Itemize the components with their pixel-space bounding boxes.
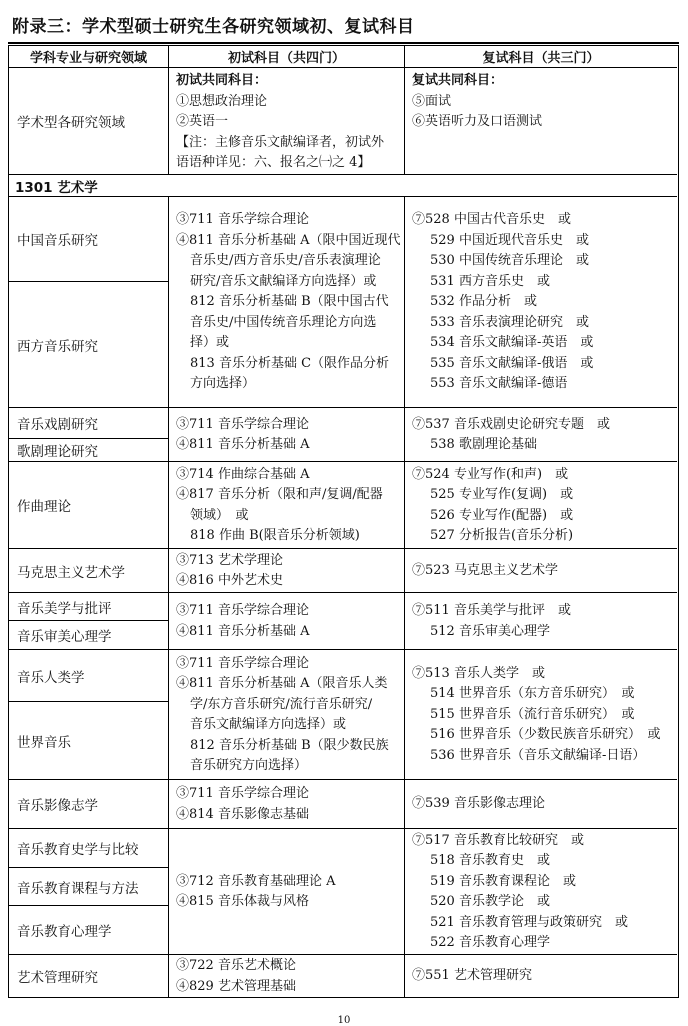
- initial-line: ④811 音乐分析基础 A（限中国近现代: [176, 232, 401, 248]
- title-rule: [8, 42, 679, 44]
- field-world-music: 世界音乐: [9, 701, 168, 779]
- initial-line: 研究/音乐文献编译方向选择）或: [190, 273, 377, 289]
- retest-line: 520 音乐教学论 或: [430, 894, 550, 909]
- retest-line: 514 世界音乐（东方音乐研究） 或: [430, 686, 635, 702]
- common-initial-heading: 初试共同科目：: [176, 73, 268, 88]
- initial-line: 音乐研究方向选择）: [190, 758, 308, 773]
- r5-retest: [404, 592, 677, 649]
- initial-line: ③711 音乐学综合理论: [176, 416, 309, 432]
- retest-line: 531 西方音乐史 或: [430, 273, 550, 289]
- initial-line: ③712 音乐教育基础理论 A: [176, 873, 336, 889]
- retest-line: 515 世界音乐（流行音乐研究） 或: [430, 706, 635, 722]
- field-composition-theory: 作曲理论: [9, 461, 168, 548]
- initial-line: 818 作曲 B(限音乐分析领域): [190, 528, 360, 543]
- initial-line: ④811 音乐分析基础 A: [176, 623, 310, 639]
- retest-line: 529 中国近现代音乐史 或: [430, 232, 589, 248]
- initial-line: 择）或: [190, 335, 230, 351]
- initial-line: ③711 音乐学综合理论: [176, 786, 309, 801]
- retest-line: ⑦528 中国古代音乐史 或: [412, 212, 571, 228]
- retest-line: ⑦537 音乐戏剧史论研究专题 或: [412, 416, 610, 432]
- field-western-music: 西方音乐研究: [9, 281, 168, 407]
- r7-retest: [404, 779, 677, 828]
- retest-line: 526 专业写作(配器) 或: [430, 507, 574, 523]
- retest-line: 521 音乐教育管理与政策研究 或: [430, 914, 628, 930]
- r8-initial: [168, 828, 404, 954]
- r1-retest: [404, 196, 677, 407]
- common-initial-line: ②英语一: [176, 114, 229, 129]
- common-retest-line: ⑤面试: [412, 93, 452, 109]
- retest-line: ⑦511 音乐美学与批评 或: [412, 603, 571, 618]
- retest-line: 534 音乐文献编译-英语 或: [430, 335, 594, 351]
- initial-line: ④814 音乐影像志基础: [176, 806, 309, 822]
- retest-line: 530 中国传统音乐理论 或: [430, 253, 589, 269]
- r1-initial: [168, 196, 404, 407]
- r6-retest: [404, 649, 677, 779]
- retest-line: ⑦513 音乐人类学 或: [412, 665, 545, 681]
- r7-initial: [168, 779, 404, 828]
- initial-line: 领域） 或: [190, 507, 249, 523]
- r9-initial: [168, 954, 404, 997]
- common-initial-note: 【注：主修音乐文献编译者，初试外: [176, 134, 385, 150]
- common-initial-note: 语语种详见：六、报名之㈠之 4】: [176, 155, 371, 170]
- initial-line: ④816 中外艺术史: [176, 573, 283, 588]
- initial-line: ③713 艺术学理论: [176, 552, 283, 568]
- initial-line: 学/东方音乐研究/流行音乐研究/: [190, 696, 373, 712]
- common-initial: [168, 67, 404, 174]
- field-arts-management: 艺术管理研究: [9, 954, 168, 997]
- field-music-edu-history: 音乐教育史学与比较: [9, 828, 168, 867]
- common-field: 学术型各研究领域: [9, 67, 168, 174]
- initial-line: ④811 音乐分析基础 A: [176, 437, 310, 452]
- common-retest-line: ⑥英语听力及口语测试: [412, 114, 543, 129]
- field-music-edu-curriculum: 音乐教育课程与方法: [9, 867, 168, 905]
- common-retest-heading: 复试共同科目：: [412, 73, 504, 88]
- initial-line: 音乐文献编译方向选择）或: [190, 717, 347, 732]
- retest-line: 527 分析报告(音乐分析): [430, 528, 574, 543]
- initial-line: 812 音乐分析基础 B（限中国古代: [190, 294, 389, 310]
- retest-line: 518 音乐教育史 或: [430, 853, 550, 868]
- retest-line: ⑦517 音乐教育比较研究 或: [412, 832, 584, 848]
- initial-line: ③722 音乐艺术概论: [176, 958, 296, 973]
- r6-initial: [168, 649, 404, 779]
- retest-line: 532 作品分析 或: [430, 294, 537, 310]
- initial-line: ④815 音乐体裁与风格: [176, 894, 309, 909]
- initial-line: 方向选择）: [190, 376, 256, 392]
- field-chinese-music: 中国音乐研究: [9, 196, 168, 281]
- retest-line: 519 音乐教育课程论 或: [430, 873, 576, 889]
- header-field: 学科专业与研究领域: [29, 51, 147, 66]
- initial-line: 音乐史/西方音乐史/音乐表演理论: [190, 253, 381, 269]
- retest-line: 538 歌剧理论基础: [430, 437, 537, 452]
- field-music-edu-psychology: 音乐教育心理学: [9, 905, 168, 954]
- retest-line: ⑦524 专业写作(和声) 或: [412, 466, 569, 482]
- field-music-aesthetic-psychology: 音乐审美心理学: [9, 620, 168, 649]
- subjects-table: [8, 45, 679, 998]
- common-retest: [404, 67, 677, 174]
- initial-line: ④817 音乐分析（限和声/复调/配器: [176, 487, 383, 502]
- section-1301: 1301 艺术学: [9, 174, 677, 196]
- field-music-drama: 音乐戏剧研究: [9, 407, 168, 438]
- initial-line: ③711 音乐学综合理论: [176, 603, 309, 618]
- retest-line: 533 音乐表演理论研究 或: [430, 314, 589, 330]
- r5-initial: [168, 592, 404, 649]
- field-opera-theory: 歌剧理论研究: [9, 438, 168, 461]
- field-marxist-art: 马克思主义艺术学: [9, 548, 168, 592]
- retest-line: 512 音乐审美心理学: [430, 623, 550, 639]
- field-music-ethnography-film: 音乐影像志学: [9, 779, 168, 828]
- header-retest: 复试科目（共三门）: [404, 46, 677, 67]
- retest-line: 516 世界音乐（少数民族音乐研究） 或: [430, 727, 661, 743]
- initial-line: ③714 作曲综合基础 A: [176, 466, 310, 482]
- retest-line: ⑦551 艺术管理研究: [412, 968, 532, 984]
- r3-retest: [404, 461, 677, 548]
- initial-line: ③711 音乐学综合理论: [176, 655, 309, 671]
- initial-line: 813 音乐分析基础 C（限作品分析: [190, 355, 390, 371]
- field-ethnomusicology: 音乐人类学: [9, 649, 168, 701]
- page-number: 10: [337, 1015, 351, 1026]
- page-title: 附录三：学术型硕士研究生各研究领域初、复试科目: [12, 17, 415, 37]
- common-initial-line: ①思想政治理论: [176, 93, 268, 109]
- header-initial: 初试科目（共四门）: [168, 46, 404, 67]
- retest-line: 535 音乐文献编译-俄语 或: [430, 355, 594, 371]
- initial-line: 音乐史/中国传统音乐理论方向选: [190, 314, 377, 330]
- retest-line: ⑦523 马克思主义艺术学: [412, 562, 558, 578]
- retest-line: 525 专业写作(复调) 或: [430, 487, 574, 502]
- r3-initial: [168, 461, 404, 548]
- initial-line: ④811 音乐分析基础 A（限音乐人类: [176, 676, 388, 691]
- r4-retest: [404, 548, 677, 592]
- retest-line: 553 音乐文献编译-德语: [430, 376, 568, 392]
- retest-line: ⑦539 音乐影像志理论: [412, 796, 545, 812]
- r4-initial: [168, 548, 404, 592]
- retest-line: 522 音乐教育心理学: [430, 935, 550, 950]
- r2-retest: [404, 407, 677, 461]
- initial-line: ④829 艺术管理基础: [176, 978, 296, 994]
- r8-retest: [404, 828, 677, 954]
- retest-line: 536 世界音乐（音乐文献编译-日语）: [430, 747, 646, 763]
- field-music-aesthetics: 音乐美学与批评: [9, 592, 168, 620]
- initial-line: ③711 音乐学综合理论: [176, 212, 309, 228]
- r9-retest: [404, 954, 677, 997]
- r2-initial: [168, 407, 404, 461]
- initial-line: 812 音乐分析基础 B（限少数民族: [190, 737, 389, 753]
